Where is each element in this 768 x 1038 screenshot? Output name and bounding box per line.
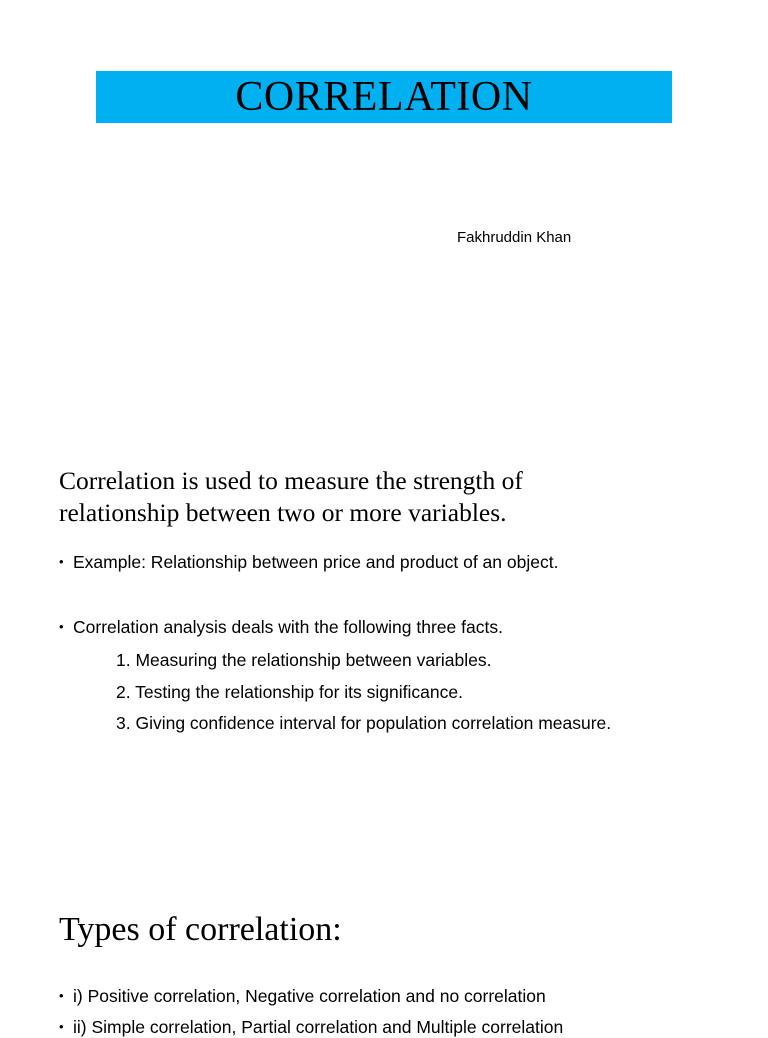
definition-slide <box>0 430 768 860</box>
definition-heading-line-1: Correlation is used to measure the strength of <box>59 466 523 495</box>
bullet-dot: • <box>59 554 64 569</box>
author-name: Fakhruddin Khan <box>457 229 572 246</box>
bullet-example <box>59 551 558 573</box>
bullet-example-text: Example: Relationship between price and product of an object. <box>73 552 559 572</box>
title-slide <box>0 0 768 430</box>
slide-title: CORRELATION <box>235 74 533 120</box>
definition-heading <box>59 465 699 529</box>
bullet-analysis-text: Correlation analysis deals with the following three facts. <box>73 617 503 637</box>
fact-item-3: 3. Giving confidence interval for population correlation measure. <box>116 713 612 733</box>
definition-heading-line-2: relationship between two or more variables. <box>59 498 507 527</box>
fact-item-2: 2. Testing the relationship for its significance. <box>116 682 463 702</box>
bullet-type-2-text: ii) Simple correlation, Partial correlation and Multiple correlation <box>73 1017 564 1037</box>
bullet-analysis <box>59 616 503 638</box>
types-heading: Types of correlation: <box>59 911 342 948</box>
types-slide <box>0 860 768 1037</box>
bullet-dot: • <box>59 988 64 1003</box>
bullet-dot: • <box>59 1019 64 1034</box>
bullet-type-2 <box>59 1016 563 1038</box>
bullet-type-1 <box>59 985 546 1007</box>
fact-item-1: 1. Measuring the relationship between variables. <box>116 650 492 670</box>
title-banner <box>96 71 672 123</box>
bullet-dot: • <box>59 619 64 634</box>
bullet-type-1-text: i) Positive correlation, Negative correlation and no correlation <box>73 986 546 1006</box>
